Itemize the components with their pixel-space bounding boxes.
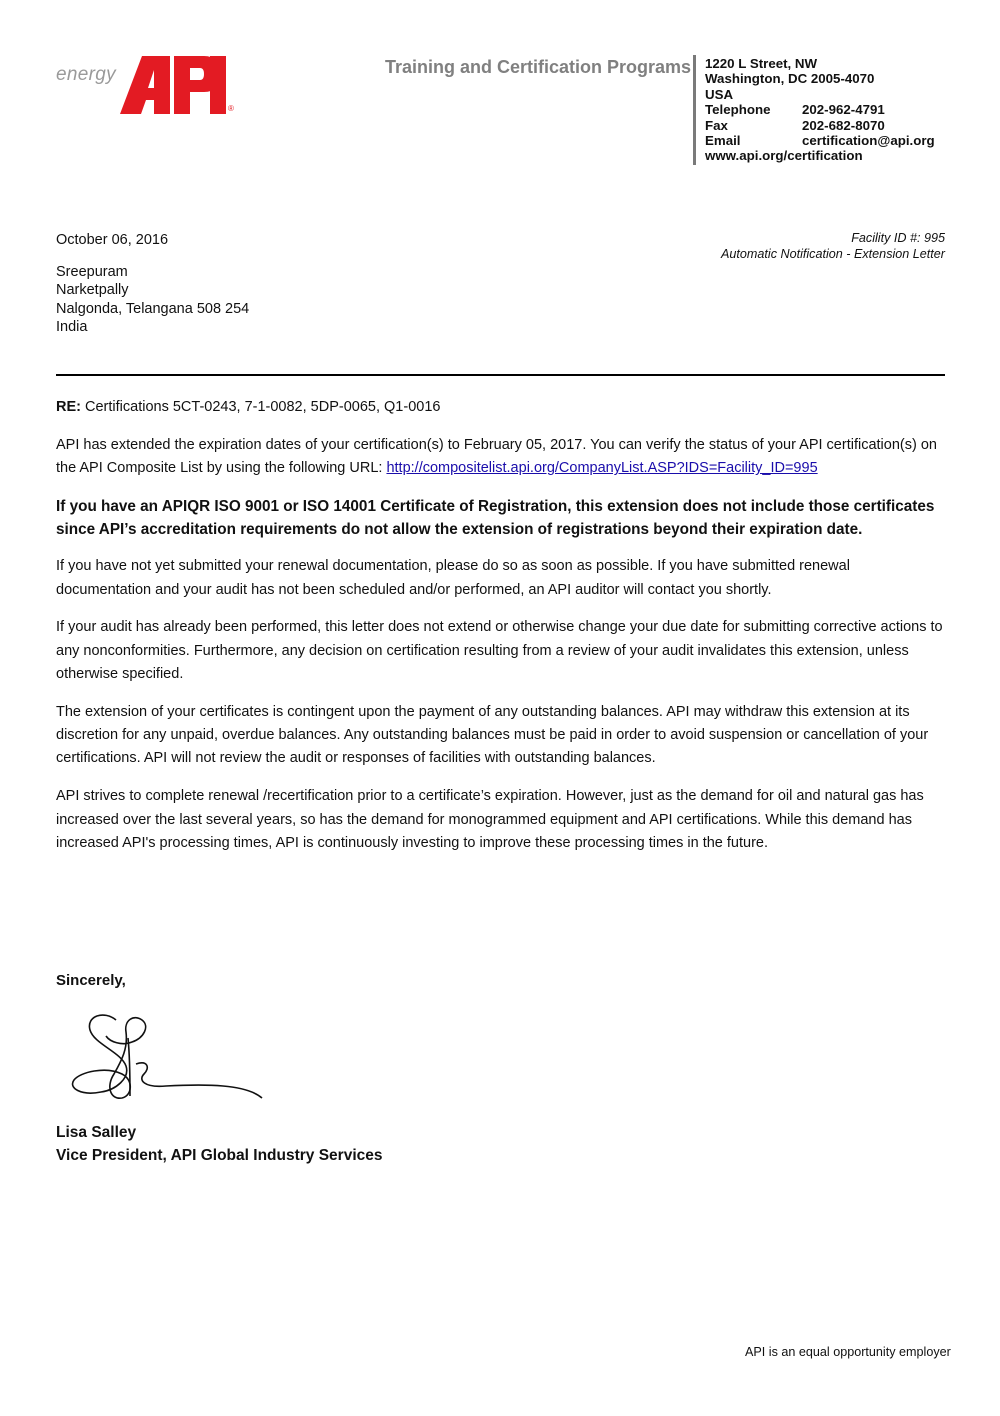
- contact-fax: [705, 118, 935, 133]
- re-text: Certifications 5CT-0243, 7-1-0082, 5DP-0065, Q1-0016: [80, 399, 441, 415]
- paragraph-renewal: If you have not yet submitted your renewal documentation, please do so as soon as possible. If you have submitted renewal documentation and your audit has not been scheduled and/or performed, an API auditor will contact you shortly.: [56, 558, 850, 598]
- address-line3: USA: [705, 86, 734, 102]
- fax-value: 202-682-8070: [802, 117, 885, 133]
- recipient-line: India: [56, 318, 88, 335]
- api-logo-icon: [120, 56, 228, 114]
- program-title: Training and Certification Programs: [385, 57, 692, 77]
- paragraph-balances: The extension of your certificates is contingent upon the payment of any outstanding balances. API may withdraw this extension at its discretion for any unpaid, overdue balances. Any outstanding balances must be paid in order to avoid suspension or cancellation of your certifications. API will not review the audit or responses of facilities with outstanding balances.: [56, 703, 929, 767]
- email-value[interactable]: certification@api.org: [802, 133, 935, 149]
- facility-info: [721, 230, 945, 262]
- notification-type: Automatic Notification - Extension Letter: [721, 247, 945, 261]
- recipient-line: Sreepuram: [56, 264, 128, 280]
- signer-title: Vice President, API Global Industry Services: [56, 1146, 383, 1164]
- signer-name: Lisa Salley: [56, 1124, 137, 1141]
- recipient-line: Narketpally: [56, 282, 129, 299]
- email-label: Email: [705, 133, 741, 149]
- telephone-label: Telephone: [705, 102, 771, 118]
- address-line2: Washington, DC 2005-4070: [705, 71, 875, 87]
- signer-block: [56, 1122, 383, 1167]
- signature-icon: [66, 1008, 266, 1108]
- re-label: RE:: [56, 399, 81, 415]
- paragraph-audit: If your audit has already been performed, this letter does not extend or otherwise change your due date for submitting corrective actions to any nonconformities. Furthermore, any decision on certification resulting from a review of your audit invalidates this extension, unless otherwise specified.: [56, 619, 943, 683]
- address-line1: 1220 L Street, NW: [705, 56, 818, 71]
- api-logo: [52, 50, 242, 120]
- paragraph-processing: API strives to complete renewal /recertification prior to a certificate’s expiration. However, just as the demand for oil and natural gas has increased over the last several years, so has the demand for monogrammed equipment and API certifications. While this demand has increased API's processing times, API is continuously investing to improve these processing times in the future.: [56, 788, 924, 851]
- footer-note: API is an equal opportunity employer: [745, 1345, 951, 1359]
- fax-label: Fax: [705, 117, 728, 133]
- letter-body: [56, 396, 948, 870]
- facility-id: Facility ID #: 995: [851, 231, 945, 245]
- horizontal-rule: [56, 374, 945, 376]
- logo-energy-text: energy: [56, 64, 116, 85]
- recipient-line: Nalgonda, Telangana 508 254: [56, 300, 250, 317]
- telephone-value: 202-962-4791: [802, 102, 885, 118]
- re-line: [56, 396, 948, 419]
- composite-list-link[interactable]: http://compositelist.api.org/CompanyList.ASP?IDS=Facility_ID=995: [386, 460, 818, 477]
- paragraph-iso-notice: If you have an APIQR ISO 9001 or ISO 14001 Certificate of Registration, this extension does not include those certificates since API’s accreditation requirements do not allow the extension of registrations beyond their expiration date.: [56, 497, 935, 538]
- salutation: Sincerely,: [56, 972, 126, 989]
- letter-date: October 06, 2016: [56, 232, 169, 248]
- contact-telephone: [705, 102, 935, 117]
- address-block: [705, 56, 935, 164]
- website[interactable]: www.api.org/certification: [705, 148, 863, 164]
- registered-mark: ®: [228, 104, 234, 113]
- recipient-address: [56, 263, 249, 336]
- contact-email: [705, 133, 935, 148]
- paragraph-extension-text: API has extended the expiration dates of your certification(s) to February 05, 2017. You can verify the status of your API certification(s) on the API Composite List by using the following URL:: [56, 436, 937, 477]
- address-divider: [693, 55, 696, 165]
- paragraph-extension: [56, 434, 948, 481]
